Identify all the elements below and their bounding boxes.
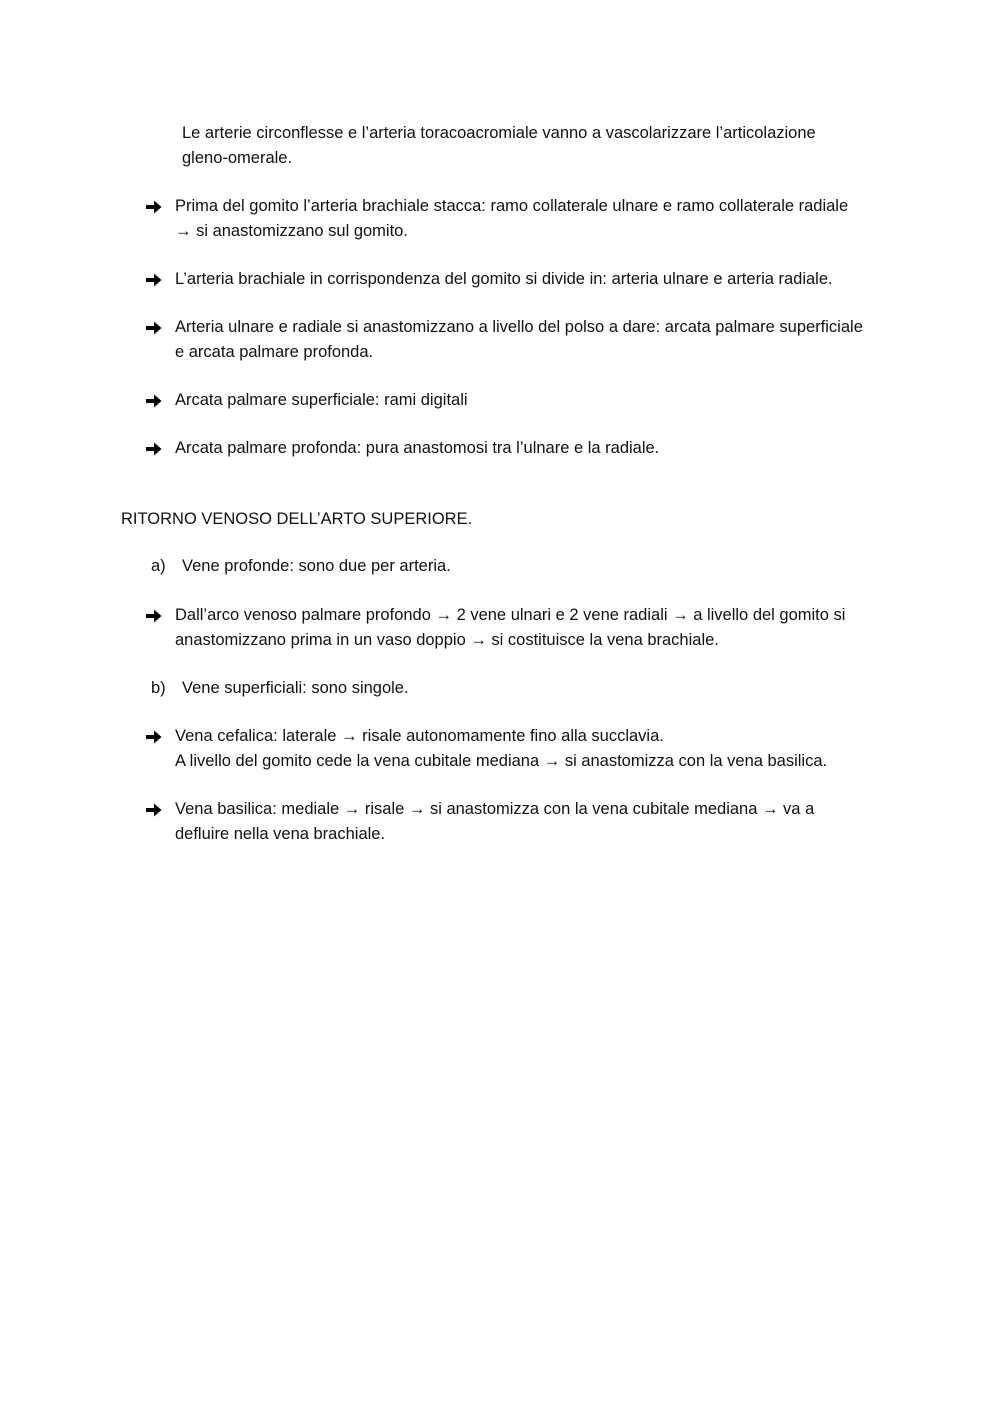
- bullet-palmar-arches: [146, 315, 886, 364]
- list-item-text: Vene superficiali: sono singole.: [182, 679, 409, 697]
- bullet-line-2: A livello del gomito cede la vena cubitale mediana → si anastomizza con la vena basilica.: [175, 751, 828, 770]
- bold-right-arrow-icon: [146, 603, 168, 627]
- bullet-deep-veins: [146, 603, 886, 652]
- bullet-text: [175, 724, 886, 773]
- bold-right-arrow-icon: [146, 267, 168, 291]
- bullet-line-1: Prima del gomito l’arteria brachiale stacca: ramo collaterale ulnare e ramo collaterale radiale: [175, 197, 849, 215]
- bullet-text: [175, 388, 886, 413]
- bullet-line-1: Arcata palmare superficiale: rami digitali: [175, 391, 468, 409]
- bullet-cephalic-vein: [146, 724, 886, 773]
- list-item-text: Vene profonde: sono due per arteria.: [182, 557, 451, 575]
- bullet-brachial-division: [146, 267, 886, 292]
- section-heading: RITORNO VENOSO DELL’ARTO SUPERIORE.: [121, 510, 473, 528]
- bullet-line-2: anastomizzano prima in un vaso doppio → si costituisce la vena brachiale.: [175, 630, 719, 649]
- bold-right-arrow-icon: [146, 194, 168, 218]
- bold-right-arrow-icon: [146, 436, 168, 460]
- bullet-deep-arch: [146, 436, 886, 461]
- bold-right-arrow-icon: [146, 388, 168, 412]
- bold-right-arrow-icon: [146, 315, 168, 339]
- bullet-line-1: L’arteria brachiale in corrispondenza del gomito si divide in: arteria ulnare e arteria radiale.: [175, 270, 833, 288]
- bullet-line-1: Vena basilica: mediale → risale → si anastomizza con la vena cubitale mediana → va a: [175, 800, 815, 818]
- bullet-text: [175, 603, 886, 652]
- bullet-collateral-branches: [146, 194, 886, 243]
- list-item-a: [151, 554, 751, 579]
- bullet-superficial-arch: [146, 388, 886, 413]
- bullet-line-1: Arcata palmare profonda: pura anastomosi tra l’ulnare e la radiale.: [175, 439, 660, 457]
- list-marker: a): [151, 557, 166, 575]
- bullet-line-1: Dall’arco venoso palmare profondo → 2 vene ulnari e 2 vene radiali → a livello del gomito si: [175, 606, 846, 624]
- bullet-basilic-vein: [146, 797, 886, 846]
- bullet-line-2: → si anastomizzano sul gomito.: [175, 221, 408, 240]
- bullet-text: [175, 797, 886, 846]
- bullet-line-2: defluire nella vena brachiale.: [175, 824, 386, 843]
- list-marker: b): [151, 679, 166, 697]
- bullet-line-1: Arteria ulnare e radiale si anastomizzano a livello del polso a dare: arcata palmare superficiale: [175, 318, 863, 336]
- bullet-text: [175, 267, 886, 292]
- bullet-text: [175, 194, 886, 243]
- intro-paragraph: [182, 121, 872, 170]
- bullet-line-1: Vena cefalica: laterale → risale autonomamente fino alla succlavia.: [175, 727, 664, 745]
- bullet-line-2: e arcata palmare profonda.: [175, 342, 374, 361]
- intro-line-2: gleno-omerale.: [182, 148, 293, 167]
- list-item-b: [151, 676, 751, 701]
- bold-right-arrow-icon: [146, 724, 168, 748]
- intro-line-1: Le arterie circonflesse e l’arteria toracoacromiale vanno a vascolarizzare l’articolazione: [182, 124, 816, 142]
- bold-right-arrow-icon: [146, 797, 168, 821]
- bullet-text: [175, 436, 886, 461]
- bullet-text: [175, 315, 886, 364]
